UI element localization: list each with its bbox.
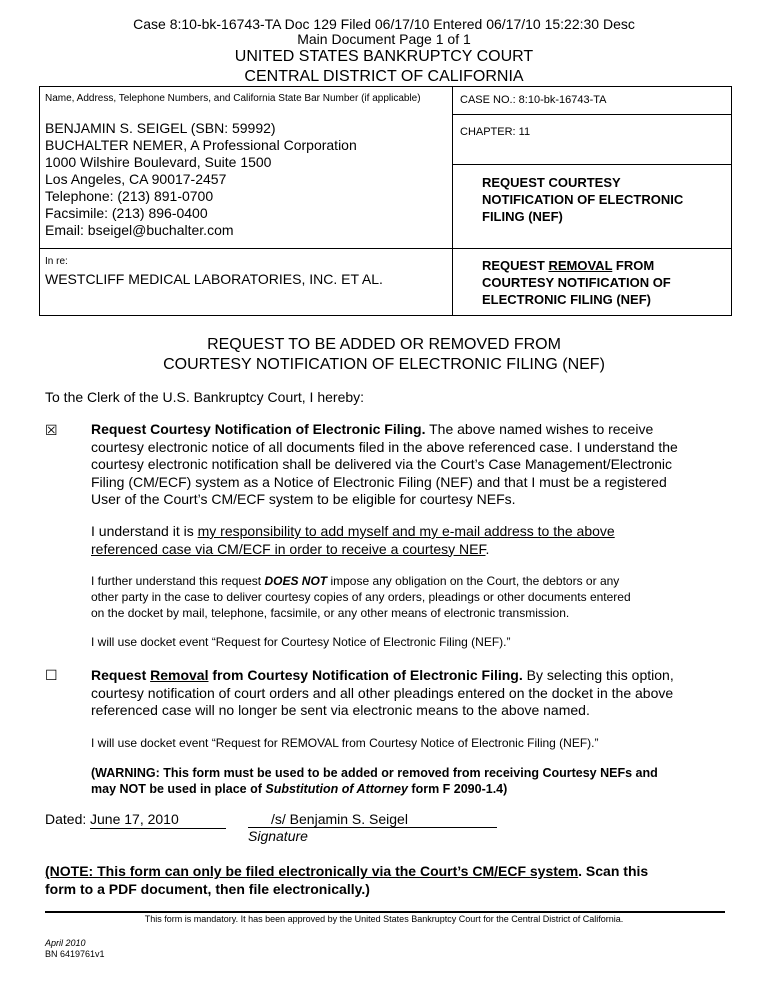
- attorney-line: Facsimile: (213) 896-0400: [45, 205, 208, 221]
- docket-event-add: I will use docket event “Request for Courtesy Notice of Electronic Filing (NEF).”: [91, 635, 511, 649]
- caption-divider-right-3: [452, 248, 732, 249]
- chapter: CHAPTER: 11: [460, 126, 531, 138]
- attorney-line: Los Angeles, CA 90017-2457: [45, 171, 227, 187]
- further-text: I further understand this request: [91, 574, 265, 588]
- footer-date: April 2010: [45, 938, 86, 948]
- signature-field: /s/ Benjamin S. Seigel: [248, 811, 497, 828]
- caption-divider-right-1: [452, 114, 732, 115]
- attorney-line: Telephone: (213) 891-0700: [45, 188, 214, 204]
- in-re-label: In re:: [45, 256, 68, 267]
- attorney-line: Email: bseigel@buchalter.com: [45, 222, 234, 238]
- docket-header-line2: Main Document Page 1 of 1: [297, 31, 471, 47]
- warning-line: (WARNING: This form must be used to be added or removed from receiving Courtesy NEFs and: [91, 766, 658, 780]
- main-title-line1: REQUEST TO BE ADDED OR REMOVED FROM: [207, 336, 561, 353]
- request-box1-line: NOTIFICATION OF ELECTRONIC: [482, 192, 684, 207]
- option2-text: By selecting this option,: [522, 667, 674, 683]
- note-underlined: (NOTE: This form can only be filed electronically via the Court’s CM/ECF system: [45, 863, 579, 879]
- note-line: . Scan this: [578, 863, 649, 879]
- signature-label: Signature: [248, 828, 308, 844]
- warning-italic: Substitution of Attorney: [265, 782, 408, 796]
- court-name: UNITED STATES BANKRUPTCY COURT: [234, 48, 534, 65]
- option1-paragraph: [91, 421, 731, 509]
- request-removal-box: [482, 257, 671, 308]
- attorney-line: 1000 Wilshire Boulevard, Suite 1500: [45, 154, 272, 170]
- option1-text: courtesy electronic notice of all documents filed in the above referenced case. I understand the: [91, 438, 678, 455]
- date-field: June 17, 2010: [90, 811, 226, 829]
- note-line: form to a PDF document, then file electronically.): [45, 881, 370, 897]
- attorney-line: BENJAMIN S. SEIGEL (SBN: 59992): [45, 120, 276, 136]
- option2-heading: from Courtesy Notification of Electronic Filing.: [208, 667, 523, 683]
- responsibility-text: I understand it is: [91, 523, 198, 539]
- further-text: other party in the case to deliver courtesy copies of any orders, pleadings or other documents entered: [91, 590, 631, 604]
- court-district: CENTRAL DISTRICT OF CALIFORNIA: [244, 68, 524, 85]
- request-box2-line: COURTESY NOTIFICATION OF: [482, 275, 671, 290]
- note-text: [45, 862, 735, 898]
- footer-mandatory: This form is mandatory. It has been approved by the United States Bankruptcy Court for the Central District of California.: [144, 914, 624, 924]
- footer-bn: BN 6419761v1: [45, 949, 105, 959]
- warning-line: form F 2090-1.4): [407, 782, 508, 796]
- responsibility-underlined: my responsibility to add myself and my e-mail address to the above: [197, 523, 615, 539]
- docket-event-remove: I will use docket event “Request for REMOVAL from Courtesy Notice of Electronic Filing (NEF).”: [91, 736, 599, 750]
- option1-text: The above named wishes to receive: [425, 421, 654, 437]
- attorney-info: [45, 120, 357, 239]
- request-courtesy-box: [482, 174, 683, 225]
- caption-divider-right-2: [452, 164, 732, 165]
- remove-courtesy-checkbox[interactable]: ☐: [45, 668, 58, 684]
- responsibility-text: .: [485, 540, 490, 557]
- case-number: CASE NO.: 8:10-bk-16743-TA: [460, 94, 607, 106]
- caption-divider-vertical: [452, 86, 453, 316]
- request-box1-line: REQUEST COURTESY: [482, 175, 621, 190]
- attorney-box-label: Name, Address, Telephone Numbers, and California State Bar Number (if applicable): [45, 93, 421, 104]
- request-box2-removal: REMOVAL: [548, 258, 613, 273]
- option1-text: User of the Court’s CM/ECF system to be eligible for courtesy NEFs.: [91, 491, 516, 507]
- intro-text: To the Clerk of the U.S. Bankruptcy Court, I hereby:: [45, 389, 365, 405]
- add-courtesy-checkbox[interactable]: ☒: [45, 423, 58, 439]
- option2-paragraph: [91, 667, 731, 720]
- further-text: impose any obligation on the Court, the debtors or any: [327, 574, 620, 588]
- main-title-line2: COURTESY NOTIFICATION OF ELECTRONIC FILING (NEF): [163, 356, 605, 373]
- docket-header-line1: Case 8:10-bk-16743-TA Doc 129 Filed 06/17/10 Entered 06/17/10 15:22:30 Desc: [133, 16, 635, 32]
- option2-heading-removal: Removal: [150, 667, 209, 683]
- debtor-name: WESTCLIFF MEDICAL LABORATORIES, INC. ET AL.: [45, 271, 383, 287]
- warning-text: [91, 765, 736, 797]
- option1-heading: Request Courtesy Notification of Electronic Filing.: [91, 421, 426, 437]
- request-box2-pre: REQUEST: [482, 258, 549, 273]
- option2-text: referenced case will no longer be sent via electronic means to the above named.: [91, 702, 590, 718]
- request-box2-line1: [482, 257, 671, 274]
- attorney-line: BUCHALTER NEMER, A Professional Corporation: [45, 137, 357, 153]
- footer-rule: [45, 911, 725, 913]
- warning-line: may NOT be used in place of: [91, 782, 266, 796]
- caption-divider-left: [39, 248, 453, 249]
- further-does-not: DOES NOT: [264, 574, 328, 588]
- responsibility-paragraph: [91, 523, 731, 558]
- further-text: on the docket by mail, telephone, facsimile, or any other means of electronic transmission.: [91, 606, 570, 620]
- dated-label: Dated:: [45, 811, 87, 827]
- option2-heading: Request: [91, 667, 151, 683]
- option2-text: courtesy notification of court orders and all other pleadings entered on the docket in the above: [91, 684, 674, 701]
- request-box2-line: ELECTRONIC FILING (NEF): [482, 292, 651, 307]
- option1-text: Filing (CM/ECF) system as a Notice of Electronic Filing (NEF) and that I must be a registered: [91, 473, 667, 490]
- further-understand-paragraph: [91, 573, 731, 621]
- request-box1-line: FILING (NEF): [482, 209, 563, 224]
- option1-text: courtesy electronic notification shall be delivered via the Court’s Case Management/Electronic: [91, 456, 673, 472]
- request-box2-post: FROM: [612, 258, 655, 273]
- responsibility-underlined: referenced case via CM/ECF in order to receive a courtesy NEF: [91, 540, 486, 557]
